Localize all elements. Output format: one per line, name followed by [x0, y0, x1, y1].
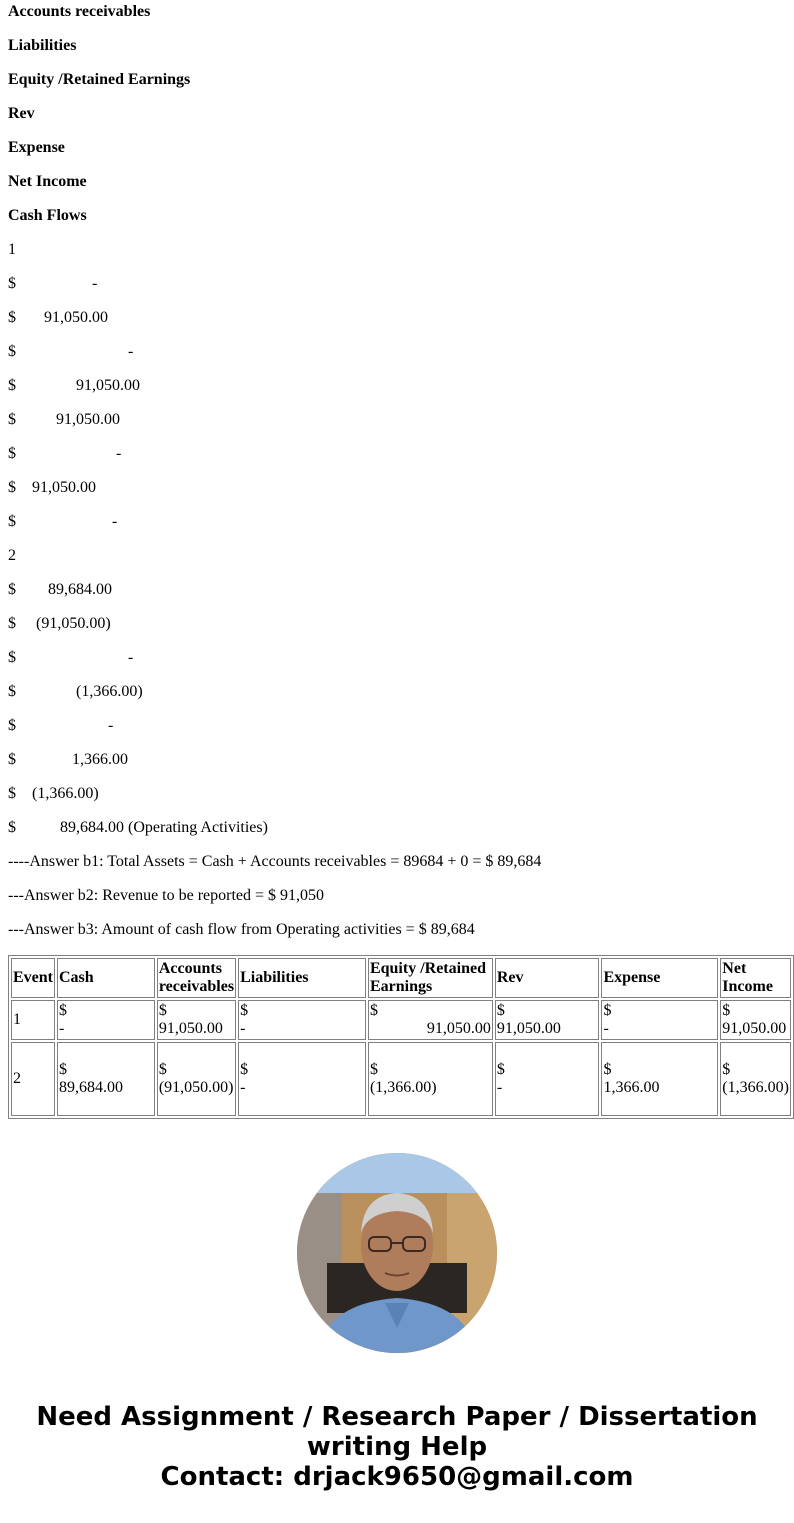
cell-rev: $ 91,050.00 — [495, 1000, 600, 1040]
col-header-cash: Cash — [57, 958, 155, 998]
cell-equity: $ (1,366.00) — [368, 1042, 493, 1116]
heading-accounts-receivables: Accounts receivables — [8, 3, 151, 20]
heading-expense: Expense — [8, 139, 65, 156]
cell-cash: $ - — [57, 1000, 155, 1040]
col-header-net-income: Net Income — [720, 958, 791, 998]
promo-banner — [0, 1402, 794, 1492]
heading-net-income: Net Income — [8, 173, 87, 190]
banner-line-2: writing Help — [306, 1432, 488, 1462]
cell-liabilities: $ - — [238, 1042, 366, 1116]
banner-contact: Contact: drjack9650@gmail.com — [160, 1462, 634, 1492]
event-2-line: $ 89,684.00 (Operating Activities) — [8, 819, 268, 836]
author-portrait-icon — [297, 1153, 497, 1353]
event-1-line: $ - — [8, 275, 98, 292]
document-body — [8, 0, 794, 952]
cell-expense: $ - — [601, 1000, 718, 1040]
event-1-line: $ 91,050.00 — [8, 479, 96, 496]
event-2-line: $ 1,366.00 — [8, 751, 128, 768]
cell-rev: $ - — [495, 1042, 600, 1116]
cell-event: 2 — [11, 1042, 55, 1116]
cell-accounts-receivables: $ (91,050.00) — [157, 1042, 236, 1116]
col-header-expense: Expense — [601, 958, 718, 998]
banner-line-1: Need Assignment / Research Paper / Dissertation — [36, 1402, 758, 1432]
cell-expense: $ 1,366.00 — [601, 1042, 718, 1116]
cell-net-income: $ (1,366.00) — [720, 1042, 791, 1116]
event-1-line: $ - — [8, 513, 118, 530]
cell-net-income: $ 91,050.00 — [720, 1000, 791, 1040]
author-photo — [297, 1153, 497, 1353]
event-2-line: $ - — [8, 717, 114, 734]
col-header-rev: Rev — [495, 958, 600, 998]
heading-cash-flows: Cash Flows — [8, 207, 87, 224]
col-header-accounts-receivables: Accounts receivables — [157, 958, 236, 998]
event-1-label: 1 — [8, 241, 16, 258]
col-header-event: Event — [11, 958, 55, 998]
answer-b3: ---Answer b3: Amount of cash flow from Operating activities = $ 89,684 — [8, 921, 475, 938]
cell-event: 1 — [11, 1000, 55, 1040]
event-2-line: $ (1,366.00) — [8, 683, 143, 700]
cell-cash: $ 89,684.00 — [57, 1042, 155, 1116]
answer-b1: ----Answer b1: Total Assets = Cash + Accounts receivables = 89684 + 0 = $ 89,684 — [8, 853, 542, 870]
heading-liabilities: Liabilities — [8, 37, 77, 54]
event-2-line: $ (1,366.00) — [8, 785, 99, 802]
table-header-row — [11, 958, 791, 998]
heading-rev: Rev — [8, 105, 35, 122]
event-2-line: $ - — [8, 649, 134, 666]
transactions-table — [8, 955, 794, 1119]
event-1-line: $ 91,050.00 — [8, 309, 108, 326]
event-2-line: $ 89,684.00 — [8, 581, 112, 598]
col-header-liabilities: Liabilities — [238, 958, 366, 998]
heading-equity: Equity /Retained Earnings — [8, 71, 191, 88]
event-1-line: $ - — [8, 343, 134, 360]
table-row — [11, 1000, 791, 1040]
cell-equity: $ 91,050.00 — [368, 1000, 493, 1040]
table-row — [11, 1042, 791, 1116]
event-1-line: $ 91,050.00 — [8, 411, 120, 428]
cell-accounts-receivables: $ 91,050.00 — [157, 1000, 236, 1040]
answer-b2: ---Answer b2: Revenue to be reported = $ 91,050 — [8, 887, 325, 904]
event-1-line: $ - — [8, 445, 122, 462]
cell-liabilities: $ - — [238, 1000, 366, 1040]
event-2-label: 2 — [8, 547, 16, 564]
event-2-line: $ (91,050.00) — [8, 615, 111, 632]
col-header-equity: Equity /Retained Earnings — [368, 958, 493, 998]
event-1-line: $ 91,050.00 — [8, 377, 140, 394]
